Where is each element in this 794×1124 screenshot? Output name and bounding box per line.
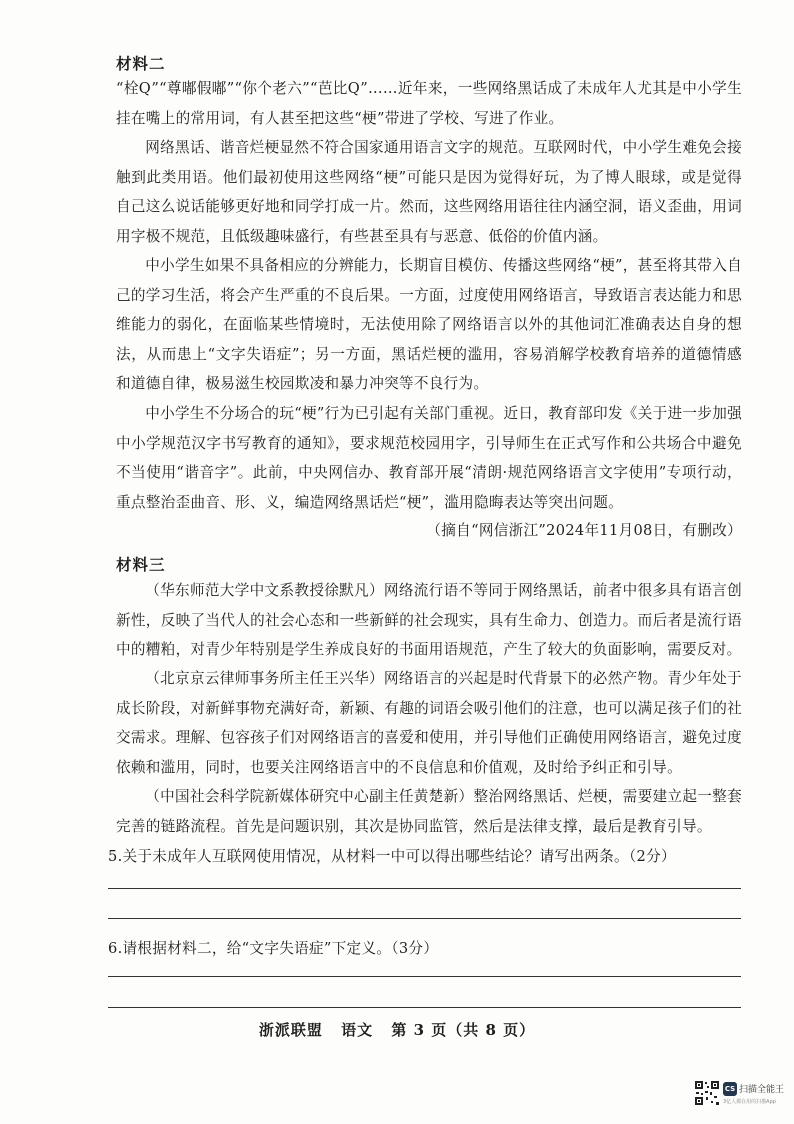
answer-line [108, 1007, 741, 1008]
scanner-tagline: 3亿人都在用的扫描App [723, 1099, 776, 1105]
material2-heading: 材料二 [116, 54, 166, 73]
material2-paragraph: 中小学生不分场合的玩“梗”行为已引起有关部门重视。近日，教育部印发《关于进一步加强中小学规范汉字书写教育的通知》，要求规范校园用字，引导师生在正式写作和公共场合中避免不当使用“谐音字”。此前，中央网信办、教育部开展“清朗·规范网络语言文字使用”专项行动，重点整治歪曲音、形、义，编造网络黑话烂“梗”，滥用隐晦表达等突出问题。 [116, 405, 742, 511]
footer-subject: 语文 [341, 1021, 374, 1039]
material3-paragraph: （北京京云律师事务所主任王兴华）网络语言的兴起是时代背景下的必然产物。青少年处于成长阶段，对新鲜事物充满好奇，新颖、有趣的词语会吸引他们的注意，也可以满足孩子们的社交需求。理解、包容孩子们对网络语言的喜爱和使用，并引导他们正确使用网络语言，避免过度依赖和滥用，同时，也要关注网络语言中的不良信息和价值观，及时给予纠正和引导。 [116, 670, 742, 776]
page-footer [0, 1019, 794, 1040]
question-5: 5.关于未成年人互联网使用情况，从材料一中可以得出哪些结论？请写出两条。（2分） [108, 848, 676, 865]
material2-paragraph: “栓Q”“尊嘟假嘟”“你个老六”“芭比Q”……近年来，一些网络黑话成了未成年人尤其是中小学生挂在嘴上的常用词，有人甚至把这些“梗”带进了学校、写进了作业。 [116, 80, 742, 127]
material2-source: （摘自“网信浙江”2024年11月08日，有删改） [426, 522, 742, 539]
material3-heading: 材料三 [116, 555, 166, 574]
scanner-watermark [694, 1080, 792, 1110]
question-6: 6.请根据材料二，给“文字失语症”下定义。（3分） [108, 940, 439, 957]
material3-paragraph: （华东师范大学中文系教授徐默凡）网络流行语不等同于网络黑话，前者中很多具有语言创新性，反映了当代人的社会心态和一些新鲜的社会现实，具有生命力、创造力。而后者是流行语中的糟粕，对青少年特别是学生养成良好的书面用语规范，产生了较大的负面影响，需要反对。 [116, 582, 742, 659]
material2-paragraph: 网络黑话、谐音烂梗显然不符合国家通用语言文字的规范。互联网时代，中小学生难免会接触到此类用语。他们最初使用这些网络“梗”可能只是因为觉得好玩，为了博人眼球，或是觉得自己这么说话能够更好地和同学打成一片。然而，这些网络用语往往内涵空洞，语义歪曲，用词用字极不规范，且低级趣味盛行，有些甚至具有与恶意、低俗的价值内涵。 [116, 139, 742, 245]
scanner-brand: 扫描全能王 [739, 1085, 785, 1095]
qr-code-icon [694, 1080, 720, 1106]
footer-page-number: 第 3 页（共 8 页） [391, 1021, 536, 1039]
answer-line [108, 976, 741, 977]
footer-alliance: 浙派联盟 [258, 1021, 323, 1039]
scanner-logo-icon: CS [723, 1082, 737, 1096]
answer-line [108, 888, 741, 889]
material3-paragraph: （中国社会科学院新媒体研究中心副主任黄楚新）整治网络黑话、烂梗，需要建立起一整套完善的链路流程。首先是问题识别，其次是协同监管，然后是法律支撑，最后是教育引导。 [116, 788, 742, 835]
material2-paragraph: 中小学生如果不具备相应的分辨能力，长期盲目模仿、传播这些网络“梗”，甚至将其带入自己的学习生活，将会产生严重的不良后果。一方面，过度使用网络语言，导致语言表达能力和思维能力的弱化，在面临某些情境时，无法使用除了网络语言以外的其他词汇准确表达自身的想法，从而患上“文字失语症”；另一方面，黑话烂梗的滥用，容易消解学校教育培养的道德情感和道德自律，极易滋生校园欺凌和暴力冲突等不良行为。 [116, 257, 742, 393]
answer-line [108, 918, 741, 919]
